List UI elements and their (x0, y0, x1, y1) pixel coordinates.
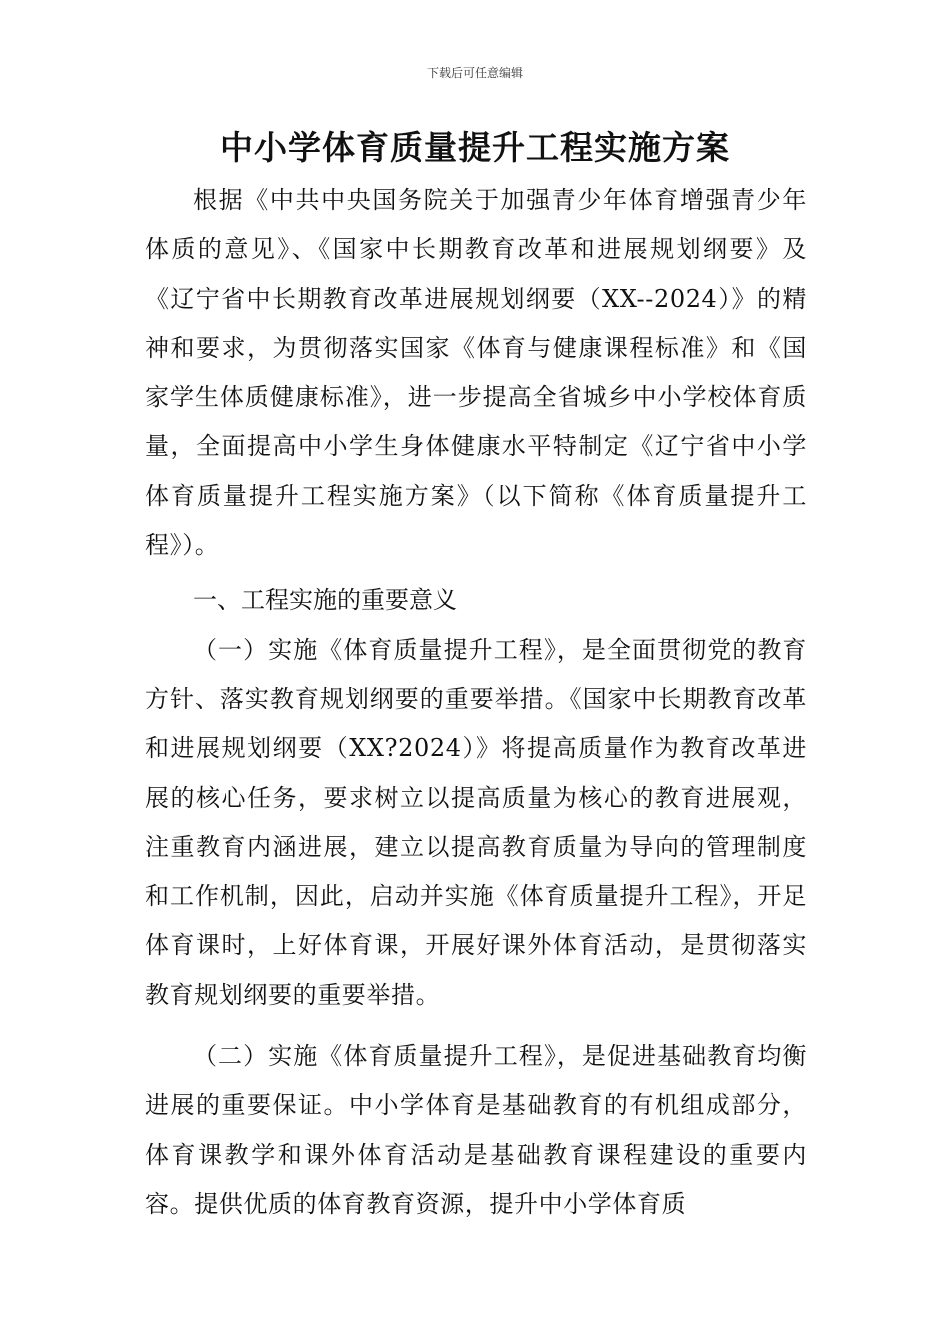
document-title: 中小学体育质量提升工程实施方案 (220, 128, 730, 167)
intro-paragraph: 根据《中共中央国务院关于加强青少年体育增强青少年体质的意见》、《国家中长期教育改革和进展规划纲要》及《辽宁省中长期教育改革进展规划纲要（XX--2024）》的精神和要求，为贯彻落实国家《体育与健康课程标准》和《国家学生体质健康标准》，进一步提高全省城乡中小学校体育质量，全面提高中小学生身体健康水平特制定《辽宁省中小学体育质量提升工程实施方案》（以下简称《体育质量提升工程》）。 (145, 186, 807, 560)
page-header-note: 下载后可任意编辑 (426, 66, 523, 80)
item-paragraph-1: （一）实施《体育质量提升工程》，是全面贯彻党的教育方针、落实教育规划纲要的重要举措。《国家中长期教育改革和进展规划纲要（XX?2024）》将提高质量作为教育改革进展的核心任务，要求树立以提高质量为核心的教育进展观，注重教育内涵进展，建立以提高教育质量为导向的管理制度和工作机制，因此，启动并实施《体育质量提升工程》，开足体育课时，上好体育课，开展好课外体育活动，是贯彻落实教育规划纲要的重要举措。 (145, 635, 807, 1009)
item-paragraph-2: （二）实施《体育质量提升工程》，是促进基础教育均衡进展的重要保证。中小学体育是基础教育的有机组成部分，体育课教学和课外体育活动是基础教育课程建设的重要内容。提供优质的体育教育资源，提升中小学体育质 (145, 1042, 807, 1218)
document-body (145, 176, 807, 1229)
section-heading: 一、工程实施的重要意义 (193, 586, 457, 615)
